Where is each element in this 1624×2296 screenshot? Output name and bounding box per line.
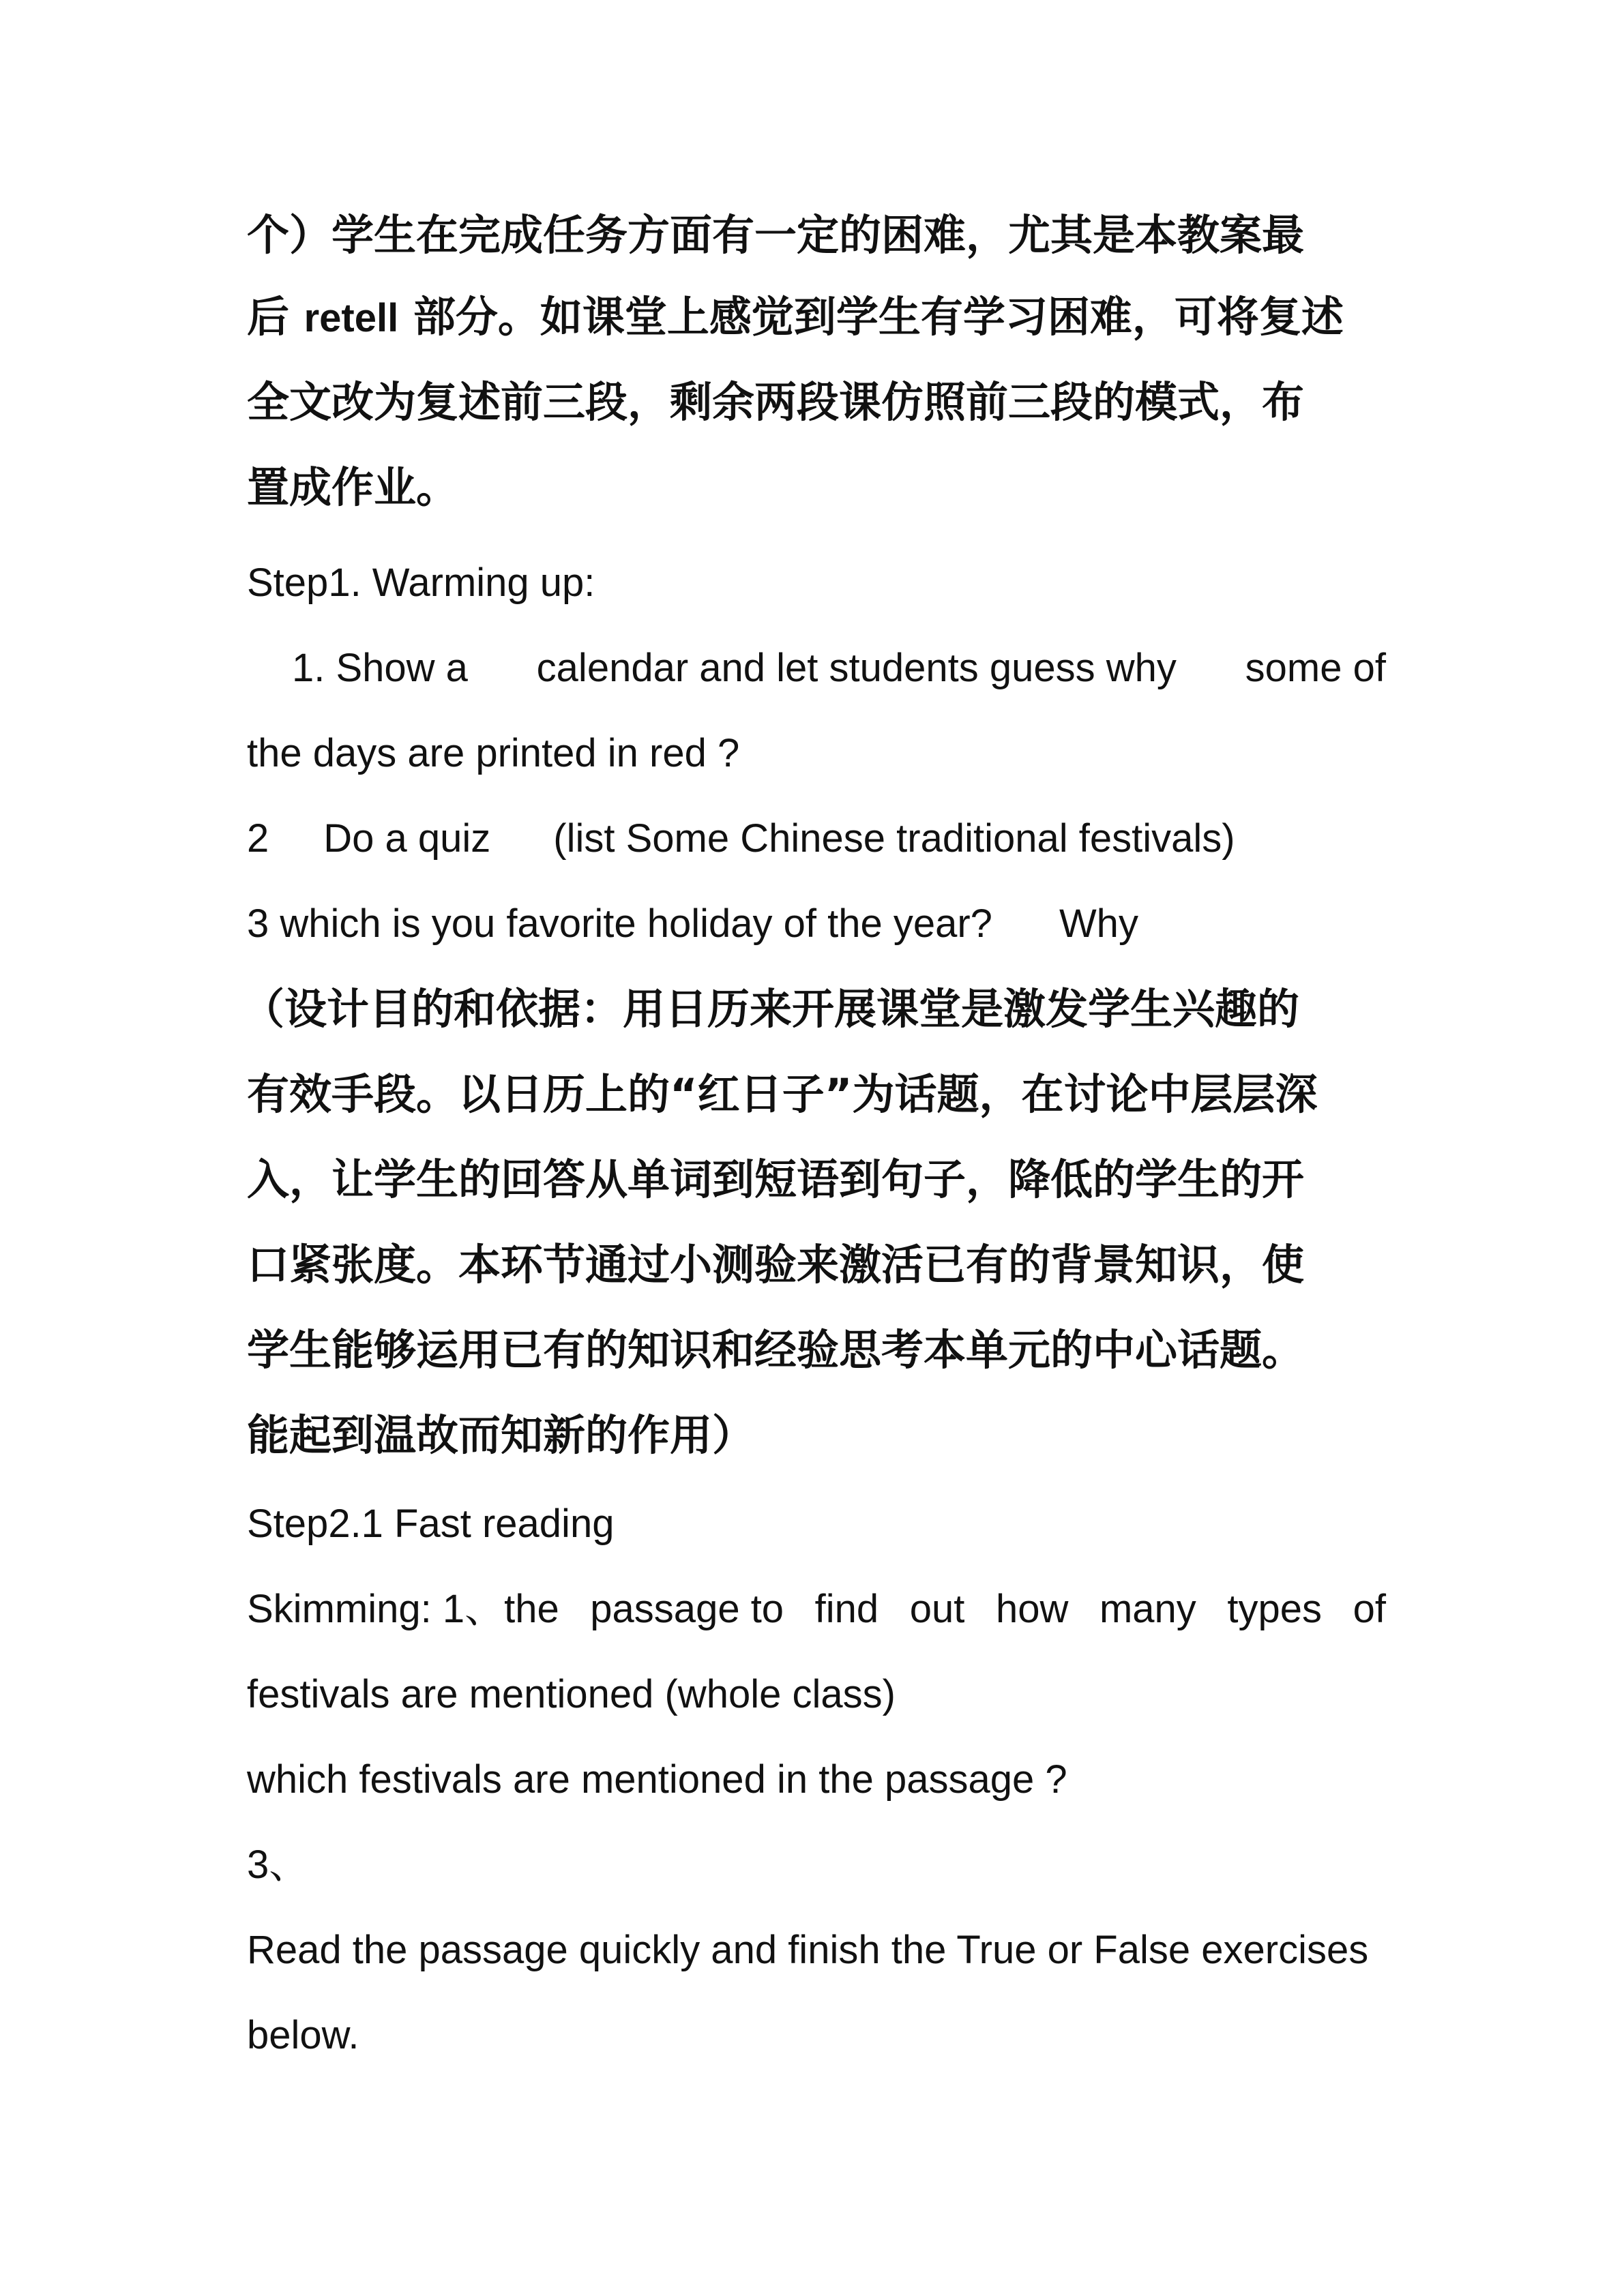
skimming-part-4: out [909,1587,965,1631]
step1-item2-title: Do a quiz [323,816,491,861]
step1-item1-part-3: some of [1245,646,1386,690]
skimming-part-1: Skimming: 1、the [247,1587,559,1631]
step1-item1-line2: the days are printed in red ? [247,731,740,775]
step2-skimming-line1 [247,1579,1386,1640]
step2-line3: which festivals are mentioned in the passage ? [247,1757,1067,1802]
step1-item1-part-2: calendar and let students guess why [536,646,1177,690]
step1-item1-part-1: 1. Show a [292,646,468,690]
step1-item2-number: 2 [247,816,269,861]
design-note-line-3: 入，让学生的回答从单词到短语到句子，降低的学生的开 [247,1154,1305,1204]
step2-skimming-line2: festivals are mentioned (whole class) [247,1672,896,1716]
design-note-line-2: 有效手段。以日历上的“红日子”为话题，在讨论中层层深 [247,1069,1318,1119]
design-note-line-6: 能起到温故而知新的作用） [247,1410,755,1460]
intro-line-3: 全文改为复述前三段，剩余两段课仿照前三段的模式，布 [247,377,1305,427]
step2-line6: below. [247,2013,359,2057]
intro-line-2-end: 部分。如课堂上感觉到学生有学习困难，可将复述 [398,292,1344,342]
intro-line-4: 置成作业。 [247,462,459,512]
skimming-part-8: of [1353,1587,1386,1631]
step1-item2-detail: (list Some Chinese traditional festivals) [553,816,1235,861]
design-note-line-1: （设计目的和依据：用日历来开展课堂是激发学生兴趣的 [242,984,1300,1034]
skimming-part-3: find [814,1587,879,1631]
step2-line5: Read the passage quickly and finish the True or False exercises [247,1928,1369,1972]
step1-heading: Step1. Warming up: [247,561,595,605]
step1-item1-line1 [292,638,1386,699]
step2-heading: Step2.1 Fast reading [247,1502,615,1546]
intro-line-1: 个）学生在完成任务方面有一定的困难，尤其是本教案最 [247,210,1305,260]
intro-line-2-start: 后 [247,292,304,342]
skimming-part-7: types [1227,1587,1322,1631]
skimming-part-6: many [1099,1587,1196,1631]
skimming-part-2: passage to [590,1587,784,1631]
intro-line-2 [247,286,1344,348]
retell-word: retell [304,296,399,340]
design-note-line-5: 学生能够运用已有的知识和经验思考本单元的中心话题。 [247,1325,1305,1375]
step1-item2 [247,808,1235,869]
step2-line4: 3、 [247,1843,309,1887]
design-note-line-4: 口紧张度。本环节通过小测验来激活已有的背景知识，使 [247,1240,1305,1289]
step1-item3-why: Why [1059,901,1138,946]
skimming-part-5: how [995,1587,1069,1631]
step1-item3-question: 3 which is you favorite holiday of the year? [247,901,992,946]
step1-item3 [247,893,1138,955]
